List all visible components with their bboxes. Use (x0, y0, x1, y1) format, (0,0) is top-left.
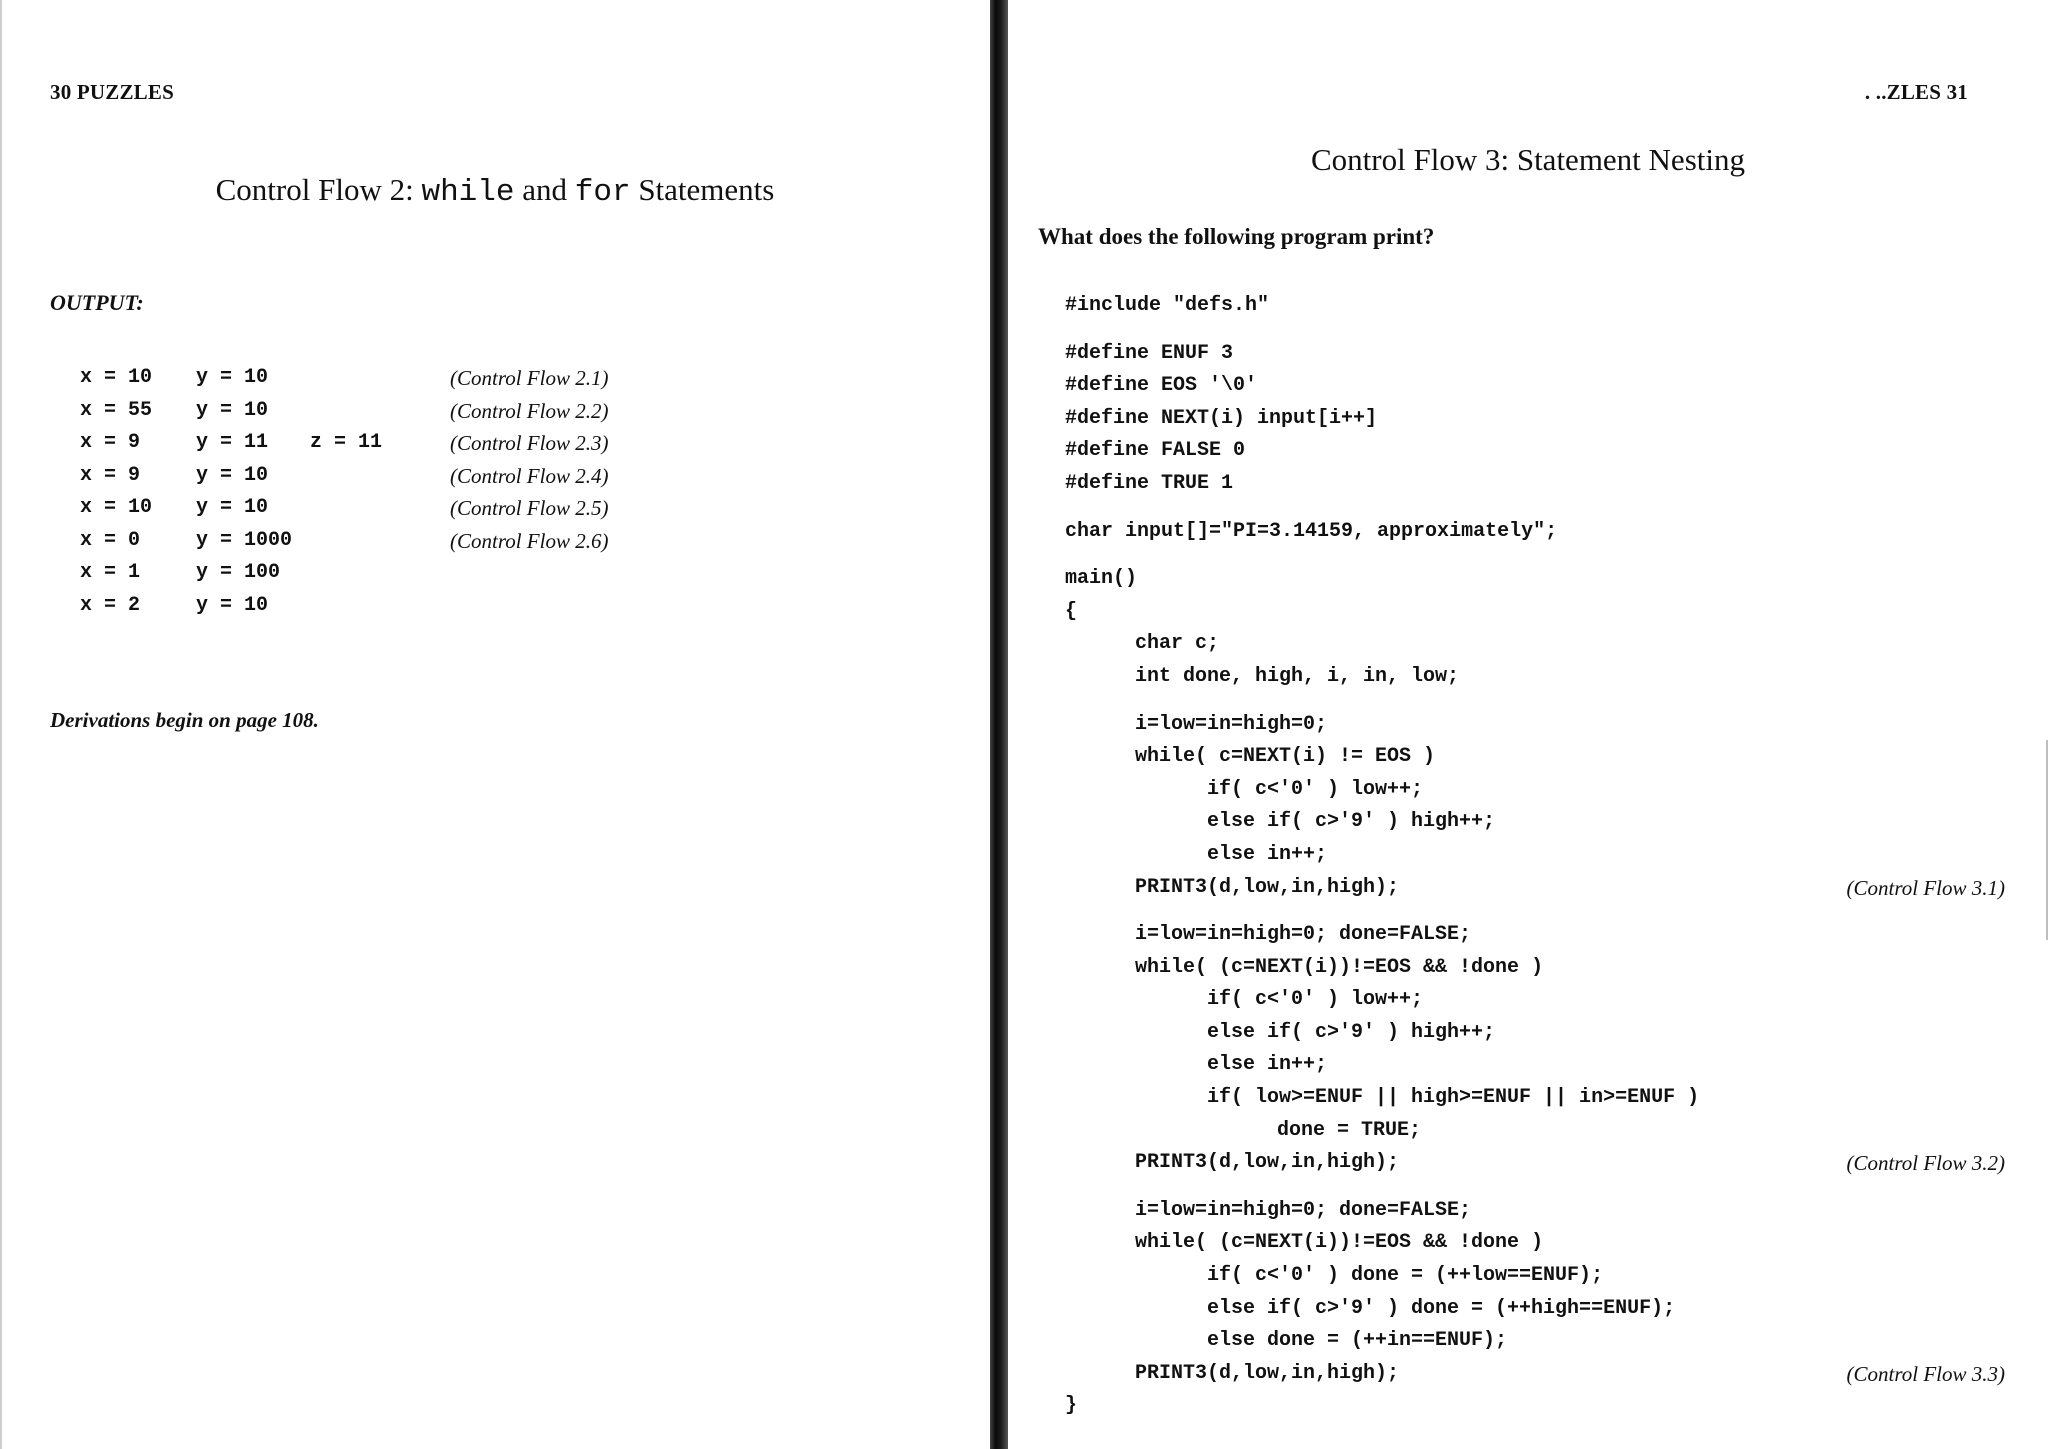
code-line (1065, 919, 2005, 952)
output-reference: (Control Flow 2.1) (450, 366, 609, 390)
code-line (1065, 1358, 2005, 1391)
code-text: } (1065, 1394, 1078, 1418)
code-text: #define EOS '\0' (1065, 374, 1258, 398)
question-text: What does the following program print? (1038, 224, 1435, 249)
code-line (1065, 661, 2005, 694)
code-text: else if( c>'9' ) done = (++high==ENUF); (1207, 1296, 1676, 1320)
code-line (1065, 1293, 2005, 1326)
output-row (80, 362, 700, 395)
code-text: #define NEXT(i) input[i++] (1065, 406, 1378, 430)
code-line (1065, 1147, 2005, 1180)
control-flow-reference: (Control Flow 3.1) (1846, 875, 2005, 900)
code-line (1065, 468, 2005, 501)
code-text: PRINT3(d,low,in,high); (1135, 875, 1400, 899)
code-text: { (1065, 599, 1078, 623)
code-line (1065, 1227, 2005, 1260)
output-y-value: y = 10 (196, 496, 269, 519)
code-text: char input[]="PI=3.14159, approximately"; (1065, 519, 1558, 543)
code-text: i=low=in=high=0; done=FALSE; (1135, 1198, 1472, 1222)
output-table (80, 362, 700, 622)
code-text: while( (c=NEXT(i))!=EOS && !done ) (1135, 955, 1544, 979)
code-line (1065, 1260, 2005, 1293)
output-row (80, 557, 700, 590)
code-line (1065, 290, 2005, 323)
code-line (1065, 516, 2005, 549)
output-reference: (Control Flow 2.5) (450, 496, 609, 520)
code-line (1065, 1082, 2005, 1115)
code-text: char c; (1135, 632, 1220, 656)
code-text: #include "defs.h" (1065, 294, 1270, 317)
output-x-value: x = 0 (80, 528, 141, 552)
code-line (1065, 370, 2005, 403)
code-text: else if( c>'9' ) high++; (1207, 810, 1496, 834)
code-line (1065, 338, 2005, 371)
title-keyword-for: for (574, 175, 631, 210)
output-reference: (Control Flow 2.4) (450, 463, 609, 488)
output-row (80, 590, 700, 623)
output-x-value: x = 1 (80, 561, 141, 584)
left-page (0, 0, 990, 1449)
control-flow-reference: (Control Flow 3.2) (1846, 1151, 2005, 1176)
output-y-value: y = 10 (196, 398, 269, 422)
code-text: PRINT3(d,low,in,high); (1135, 1361, 1400, 1385)
output-x-value: x = 9 (80, 431, 141, 454)
code-text: if( c<'0' ) done = (++low==ENUF); (1207, 1264, 1604, 1288)
code-line (1065, 435, 2005, 468)
code-line (1065, 628, 2005, 661)
output-y-value: y = 10 (196, 593, 269, 617)
code-text: else in++; (1207, 1053, 1328, 1077)
title-part-1: Control Flow 2: (215, 172, 422, 207)
derivations-note: Derivations begin on page 108. (50, 708, 319, 732)
output-y-value: y = 10 (196, 366, 269, 389)
output-row (80, 395, 700, 428)
output-y-value: y = 10 (196, 463, 269, 487)
code-line (1065, 741, 2005, 774)
output-row (80, 460, 700, 493)
code-line (1065, 984, 2005, 1017)
code-text: while( (c=NEXT(i))!=EOS && !done ) (1135, 1231, 1544, 1255)
right-page-title: Control Flow 3: Statement Nesting (1311, 142, 1745, 177)
output-z-value: z = 11 (310, 431, 383, 454)
output-y-value: y = 1000 (196, 528, 293, 552)
code-text: #define ENUF 3 (1065, 341, 1234, 365)
left-running-head: 30 PUZZLES (50, 80, 174, 104)
code-line (1065, 1017, 2005, 1050)
code-line (1065, 709, 2005, 742)
output-y-value: y = 11 (196, 431, 269, 454)
code-line (1065, 1115, 2005, 1148)
code-text: i=low=in=high=0; (1135, 712, 1328, 736)
code-text: PRINT3(d,low,in,high); (1135, 1151, 1400, 1175)
output-x-value: x = 10 (80, 366, 153, 389)
code-text: #define FALSE 0 (1065, 439, 1246, 463)
code-text: int done, high, i, in, low; (1135, 664, 1460, 688)
code-text: else done = (++in==ENUF); (1207, 1329, 1508, 1353)
code-text: done = TRUE; (1277, 1118, 1422, 1142)
code-line (1065, 952, 2005, 985)
output-reference: (Control Flow 2.6) (450, 528, 609, 553)
output-row (80, 492, 700, 525)
output-y-value: y = 100 (196, 561, 281, 584)
title-keyword-while: while (421, 175, 515, 210)
code-text: if( c<'0' ) low++; (1207, 988, 1424, 1012)
code-line (1065, 1325, 2005, 1358)
code-line (1065, 1195, 2005, 1228)
code-line (1065, 1390, 2005, 1423)
code-line (1065, 774, 2005, 807)
right-page (1008, 0, 2048, 1449)
left-page-title (0, 172, 990, 210)
output-row (80, 427, 700, 460)
output-x-value: x = 2 (80, 593, 141, 617)
control-flow-reference: (Control Flow 3.3) (1846, 1361, 2005, 1386)
output-label: OUTPUT: (50, 290, 144, 315)
title-part-3: Statements (630, 172, 775, 207)
code-text: if( c<'0' ) low++; (1207, 777, 1424, 801)
code-text: while( c=NEXT(i) != EOS ) (1135, 745, 1436, 769)
title-part-2: and (514, 172, 575, 207)
code-line (1065, 872, 2005, 905)
output-x-value: x = 55 (80, 398, 153, 422)
code-text: i=low=in=high=0; done=FALSE; (1135, 923, 1472, 947)
output-reference: (Control Flow 2.3) (450, 431, 609, 455)
output-x-value: x = 9 (80, 463, 141, 487)
code-line (1065, 839, 2005, 872)
code-line (1065, 1049, 2005, 1082)
code-listing (1065, 290, 2005, 1423)
output-reference: (Control Flow 2.2) (450, 398, 609, 423)
output-x-value: x = 10 (80, 496, 153, 519)
code-text: if( low>=ENUF || high>=ENUF || in>=ENUF ) (1207, 1086, 1700, 1110)
code-line (1065, 563, 2005, 596)
code-text: main() (1065, 567, 1138, 591)
right-running-head: . ..ZLES 31 (1864, 80, 1968, 104)
book-gutter (990, 0, 1008, 1449)
code-line (1065, 403, 2005, 436)
output-row (80, 525, 700, 558)
code-text: #define TRUE 1 (1065, 471, 1234, 495)
code-text: else in++; (1207, 842, 1328, 866)
code-text: else if( c>'9' ) high++; (1207, 1020, 1496, 1044)
code-line (1065, 596, 2005, 629)
code-line (1065, 806, 2005, 839)
